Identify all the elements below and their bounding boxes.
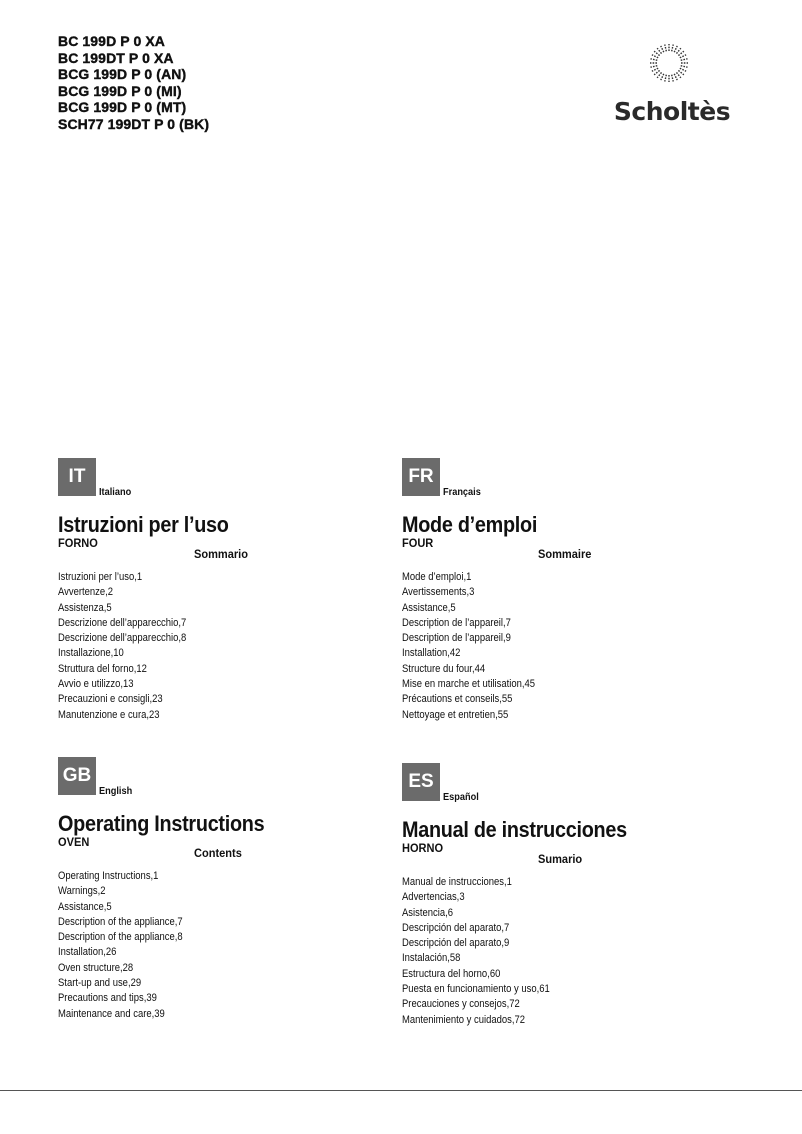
- manual-title: Mode d’emploi: [402, 512, 538, 537]
- model-code: BCG 199D P 0 (MI): [58, 82, 182, 99]
- sun-rays-logo-icon: [648, 42, 690, 84]
- sun-ray: [678, 70, 683, 74]
- language-name: English: [99, 786, 133, 797]
- section-english: [58, 757, 398, 1022]
- toc-item: Precauciones y consejos,72: [402, 998, 520, 1011]
- sun-ray: [654, 70, 659, 74]
- toc-item: Description de l’appareil,9: [402, 632, 511, 645]
- toc-item: Assistance,5: [58, 900, 112, 913]
- sun-ray: [674, 46, 677, 52]
- sun-ray: [676, 48, 680, 53]
- toc-item: Manutenzione e cura,23: [58, 708, 160, 721]
- sun-ray: [665, 75, 667, 82]
- table-of-contents: [58, 570, 398, 723]
- sun-ray: [672, 44, 674, 51]
- language-name: Français: [443, 487, 481, 498]
- footer-divider: [0, 1090, 802, 1091]
- sun-ray: [650, 66, 657, 68]
- toc-item: Instalación,58: [402, 952, 461, 965]
- toc-item: Oven structure,28: [58, 961, 134, 974]
- toc-item: Description of the appliance,7: [58, 915, 183, 928]
- model-code: BC 199DT P 0 XA: [58, 49, 174, 66]
- language-name: Español: [443, 792, 479, 803]
- toc-item: Struttura del forno,12: [58, 662, 147, 675]
- sun-ray: [680, 68, 686, 71]
- sun-ray: [652, 55, 658, 58]
- manual-title: Operating Instructions: [58, 811, 265, 836]
- toc-item: Precauzioni e consigli,23: [58, 693, 163, 706]
- sun-ray: [652, 68, 658, 71]
- sun-ray: [681, 66, 688, 68]
- contents-heading: Sommaire: [538, 547, 592, 561]
- toc-item: Puesta en funcionamiento y uso,61: [402, 983, 550, 996]
- toc-item: Descrizione dell’apparecchio,8: [58, 632, 187, 645]
- section-francais: [402, 458, 742, 723]
- toc-item: Descrizione dell’apparecchio,7: [58, 616, 187, 629]
- sun-ray: [672, 75, 674, 82]
- toc-item: Descripción del aparato,7: [402, 921, 510, 934]
- toc-item: Start-up and use,29: [58, 977, 142, 990]
- toc-item: Avvertenze,2: [58, 586, 114, 599]
- language-badge: IT: [58, 458, 96, 496]
- model-code: SCH77 199DT P 0 (BK): [58, 115, 210, 132]
- sun-ray: [650, 59, 657, 61]
- sun-ray: [674, 74, 677, 80]
- toc-item: Mantenimiento y cuidados,72: [402, 1013, 526, 1026]
- toc-item: Installation,26: [58, 946, 117, 959]
- model-code: BCG 199D P 0 (AN): [58, 66, 187, 82]
- table-of-contents: [402, 875, 742, 1028]
- toc-item: Operating Instructions,1: [58, 870, 159, 882]
- toc-item: Installation,42: [402, 647, 461, 660]
- toc-item: Installazione,10: [58, 647, 124, 660]
- table-of-contents: [402, 570, 742, 723]
- sun-ray: [657, 48, 661, 53]
- manual-title: Manual de instrucciones: [402, 817, 627, 842]
- sun-ray: [654, 51, 659, 55]
- table-of-contents: [58, 869, 398, 1022]
- toc-item: Structure du four,44: [402, 662, 486, 675]
- appliance-label: HORNO: [402, 841, 444, 855]
- sun-ray: [681, 59, 688, 61]
- toc-item: Istruzioni per l’uso,1: [58, 571, 143, 583]
- contents-heading: Sommario: [194, 547, 248, 561]
- toc-item: Description of the appliance,8: [58, 931, 183, 944]
- sun-ray: [665, 44, 667, 51]
- sun-ray: [661, 74, 664, 80]
- toc-item: Maintenance and care,39: [58, 1007, 165, 1020]
- contents-heading: Contents: [194, 846, 242, 860]
- toc-item: Estructura del horno,60: [402, 967, 501, 980]
- appliance-label: OVEN: [58, 835, 90, 849]
- sun-ray: [680, 55, 686, 58]
- toc-item: Mise en marche et utilisation,45: [402, 678, 536, 691]
- model-code: BCG 199D P 0 (MT): [58, 99, 187, 115]
- appliance-label: FOUR: [402, 536, 434, 550]
- toc-item: Descripción del aparato,9: [402, 937, 510, 950]
- sun-ray: [661, 46, 664, 52]
- section-italiano: [58, 458, 398, 723]
- toc-item: Asistencia,6: [402, 906, 454, 919]
- contents-heading: Sumario: [538, 852, 583, 866]
- language-badge: GB: [58, 757, 96, 795]
- model-code: BC 199D P 0 XA: [58, 33, 165, 49]
- toc-item: Nettoyage et entretien,55: [402, 708, 509, 721]
- toc-item: Mode d’emploi,1: [402, 571, 472, 583]
- brand-name: Scholtès: [613, 97, 731, 126]
- toc-item: Warnings,2: [58, 885, 106, 898]
- toc-item: Precautions and tips,39: [58, 992, 157, 1005]
- sun-ray: [676, 72, 680, 77]
- toc-item: Avertissements,3: [402, 586, 475, 599]
- sun-ray: [678, 51, 683, 55]
- appliance-label: FORNO: [58, 536, 98, 550]
- language-badge: FR: [402, 458, 440, 496]
- toc-item: Assistance,5: [402, 601, 456, 614]
- toc-item: Assistenza,5: [58, 601, 112, 614]
- toc-item: Advertencias,3: [402, 891, 465, 904]
- toc-item: Avvio e utilizzo,13: [58, 678, 134, 691]
- section-espanol: [402, 763, 742, 1028]
- manual-title: Istruzioni per l’uso: [58, 512, 229, 537]
- language-name: Italiano: [99, 487, 132, 498]
- toc-item: Précautions et conseils,55: [402, 693, 513, 706]
- language-badge: ES: [402, 763, 440, 801]
- sun-ray: [657, 72, 661, 77]
- toc-item: Manual de instrucciones,1: [402, 876, 512, 888]
- model-list: [58, 33, 209, 132]
- toc-item: Description de l’appareil,7: [402, 616, 511, 629]
